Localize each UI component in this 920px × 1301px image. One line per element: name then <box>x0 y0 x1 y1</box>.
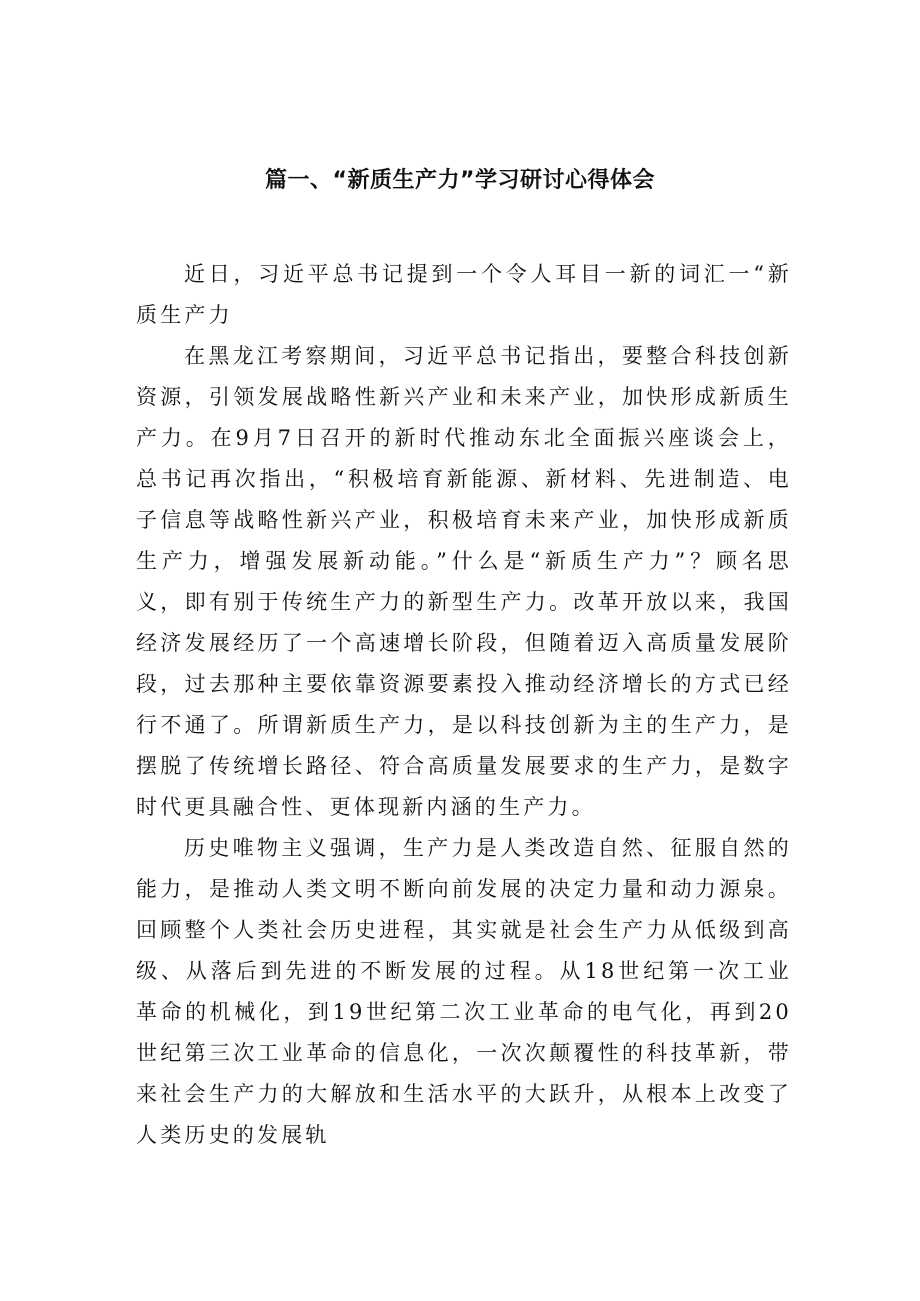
paragraph-heilongjiang: 在黑龙江考察期间，习近平总书记指出，要整合科技创新资源，引领发展战略性新兴产业和未来产业，加快形成新质生产力。在9月7日召开的新时代推动东北全面振兴座谈会上，总书记再次指出，“积极培育新能源、新材料、先进制造、电子信息等战略性新兴产业，积极培育未来产业，加快形成新质生产力，增强发展新动能。”什么是“新质生产力”？顾名思义，即有别于传统生产力的新型生产力。改革开放以来，我国经济发展经历了一个高速增长阶段，但随着迈入高质量发展阶段，过去那种主要依靠资源要素投入推动经济增长的方式已经行不通了。所谓新质生产力，是以科技创新为主的生产力，是摆脱了传统增长路径、符合高质量发展要求的生产力，是数字时代更具融合性、更体现新内涵的生产力。 <box>136 344 792 819</box>
document-title: 篇一、“新质生产力”学习研讨心得体会 <box>265 168 655 193</box>
paragraph-historical-materialism: 历史唯物主义强调，生产力是人类改造自然、征服自然的能力，是推动人类文明不断向前发展的决定力量和动力源泉。回顾整个人类社会历史进程，其实就是社会生产力从低级到高级、从落后到先进的不断发展的过程。从18世纪第一次工业革命的机械化，到19世纪第二次工业革命的电气化，再到20世纪第三次工业革命的信息化，一次次颠覆性的科技革新，带来社会生产力的大解放和生活水平的大跃升，从根本上改变了人类历史的发展轨 <box>136 836 792 1147</box>
paragraph-intro: 近日，习近平总书记提到一个令人耳目一新的词汇一“新质生产力 <box>136 262 792 327</box>
document-body <box>136 254 792 1156</box>
